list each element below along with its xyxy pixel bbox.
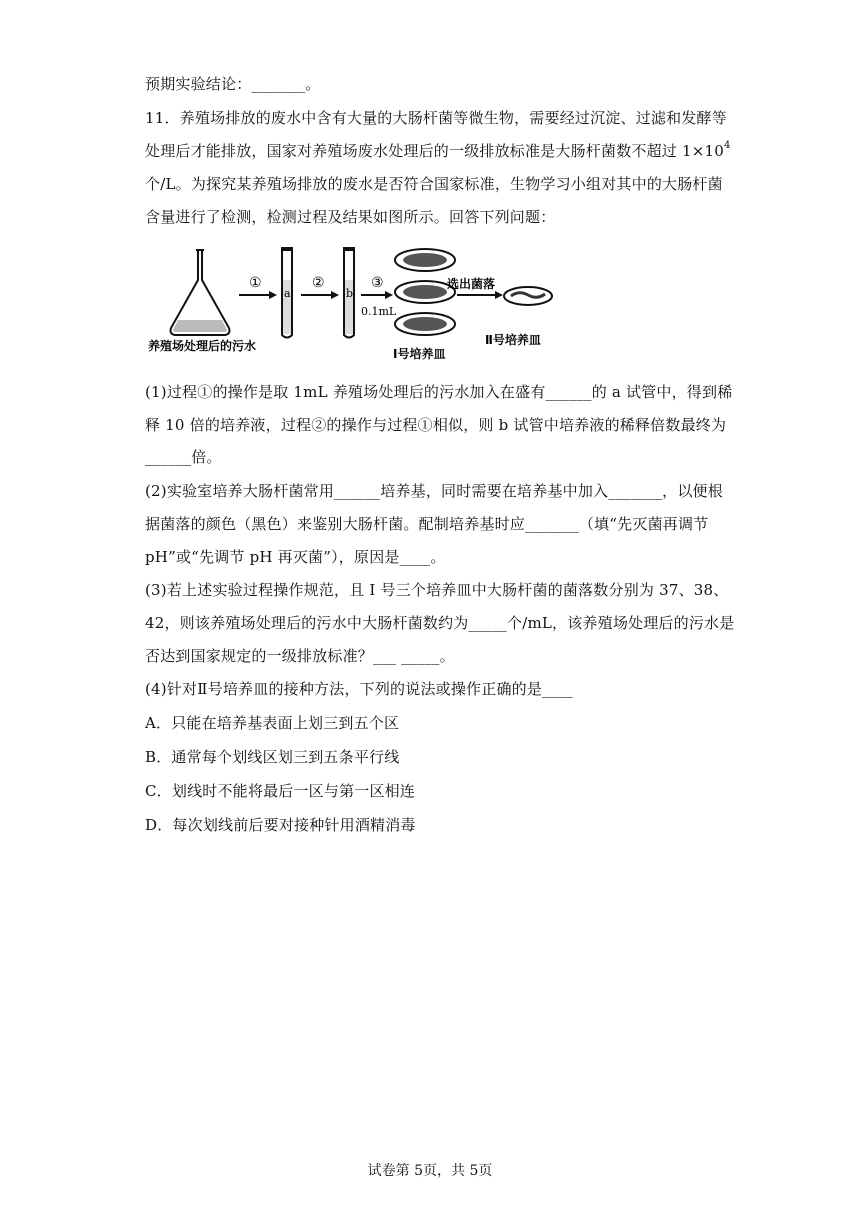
arrow-2-icon bbox=[301, 291, 339, 299]
question-3-line-3: 否达到国家规定的一级排放标准？___ _____。 bbox=[145, 647, 455, 665]
question-1-line-1: (1)过程①的操作是取 1mL 养殖场处理后的污水加入在盛有______的 a 试管中，得到稀 bbox=[145, 383, 733, 401]
petri-dish-icon bbox=[395, 249, 455, 335]
question-11-stem-2 bbox=[145, 141, 731, 161]
question-11-stem-3: 个/L。为探究某养殖场排放的废水是否符合国家标准，生物学习小组对其中的大肠杆菌 bbox=[145, 175, 723, 193]
dish-1-caption: Ⅰ号培养皿 bbox=[393, 347, 446, 361]
question-3-line-1: (3)若上述实验过程操作规范，且 I 号三个培养皿中大肠杆菌的菌落数分别为 37、38、 bbox=[145, 581, 729, 599]
option-d: D．每次划线前后要对接种针用酒精消毒 bbox=[145, 816, 416, 834]
experiment-figure bbox=[145, 240, 565, 370]
option-b: B．通常每个划线区划三到五条平行线 bbox=[145, 748, 400, 766]
dish-2-caption: Ⅱ号培养皿 bbox=[485, 333, 541, 347]
page-footer: 试卷第 5页，共 5页 bbox=[367, 1163, 493, 1179]
flask-icon bbox=[171, 250, 230, 335]
question-11-stem-1: 11．养殖场排放的废水中含有大量的大肠杆菌等微生物，需要经过沉淀、过滤和发酵等 bbox=[145, 109, 727, 127]
conclusion-line: 预期实验结论：_______。 bbox=[145, 75, 321, 93]
volume-label: 0.1mL bbox=[361, 305, 397, 318]
question-1-line-3: ______倍。 bbox=[145, 448, 222, 466]
question-2-line-2: 据菌落的颜色（黑色）来鉴别大肠杆菌。配制培养基时应_______（填“先灭菌再调节 bbox=[145, 515, 709, 533]
question-2-line-3: pH”或“先调节 pH 再灭菌”），原因是____。 bbox=[145, 548, 446, 566]
question-11-stem-4: 含量进行了检测，检测过程及结果如图所示。回答下列问题： bbox=[145, 208, 556, 226]
tube-b-label: b bbox=[346, 287, 354, 300]
option-a: A．只能在培养基表面上划三到五个区 bbox=[145, 714, 400, 732]
stem-2-text: 处理后才能排放，国家对养殖场废水处理后的一级排放标准是大肠杆菌数不超过 1×10 bbox=[145, 142, 724, 160]
streak-plate-icon bbox=[504, 287, 552, 305]
step-3-label: ③ bbox=[371, 275, 384, 291]
question-1-line-2: 释 10 倍的培养液，过程②的操作与过程①相似，则 b 试管中培养液的稀释倍数最终为 bbox=[145, 416, 727, 434]
flask-caption: 养殖场处理后的污水 bbox=[148, 339, 257, 353]
question-2-line-1: (2)实验室培养大肠杆菌常用______培养基，同时需要在培养基中加入_______，以便根 bbox=[145, 482, 723, 500]
question-4-stem: (4)针对Ⅱ号培养皿的接种方法，下列的说法或操作正确的是____ bbox=[145, 680, 573, 698]
arrow-1-icon bbox=[239, 291, 277, 299]
tube-a-label: a bbox=[284, 287, 291, 300]
step-1-label: ① bbox=[249, 275, 262, 291]
question-3-line-2: 42，则该养殖场处理后的污水中大肠杆菌数约为_____个/mL，该养殖场处理后的污水是 bbox=[145, 614, 735, 632]
option-c: C．划线时不能将最后一区与第一区相连 bbox=[145, 782, 416, 800]
exponent: 4 bbox=[723, 140, 731, 151]
arrow-4-icon bbox=[457, 291, 503, 299]
arrow-3-icon bbox=[361, 291, 393, 299]
step-2-label: ② bbox=[312, 275, 325, 291]
select-colony-label: 选出菌落 bbox=[447, 277, 496, 291]
